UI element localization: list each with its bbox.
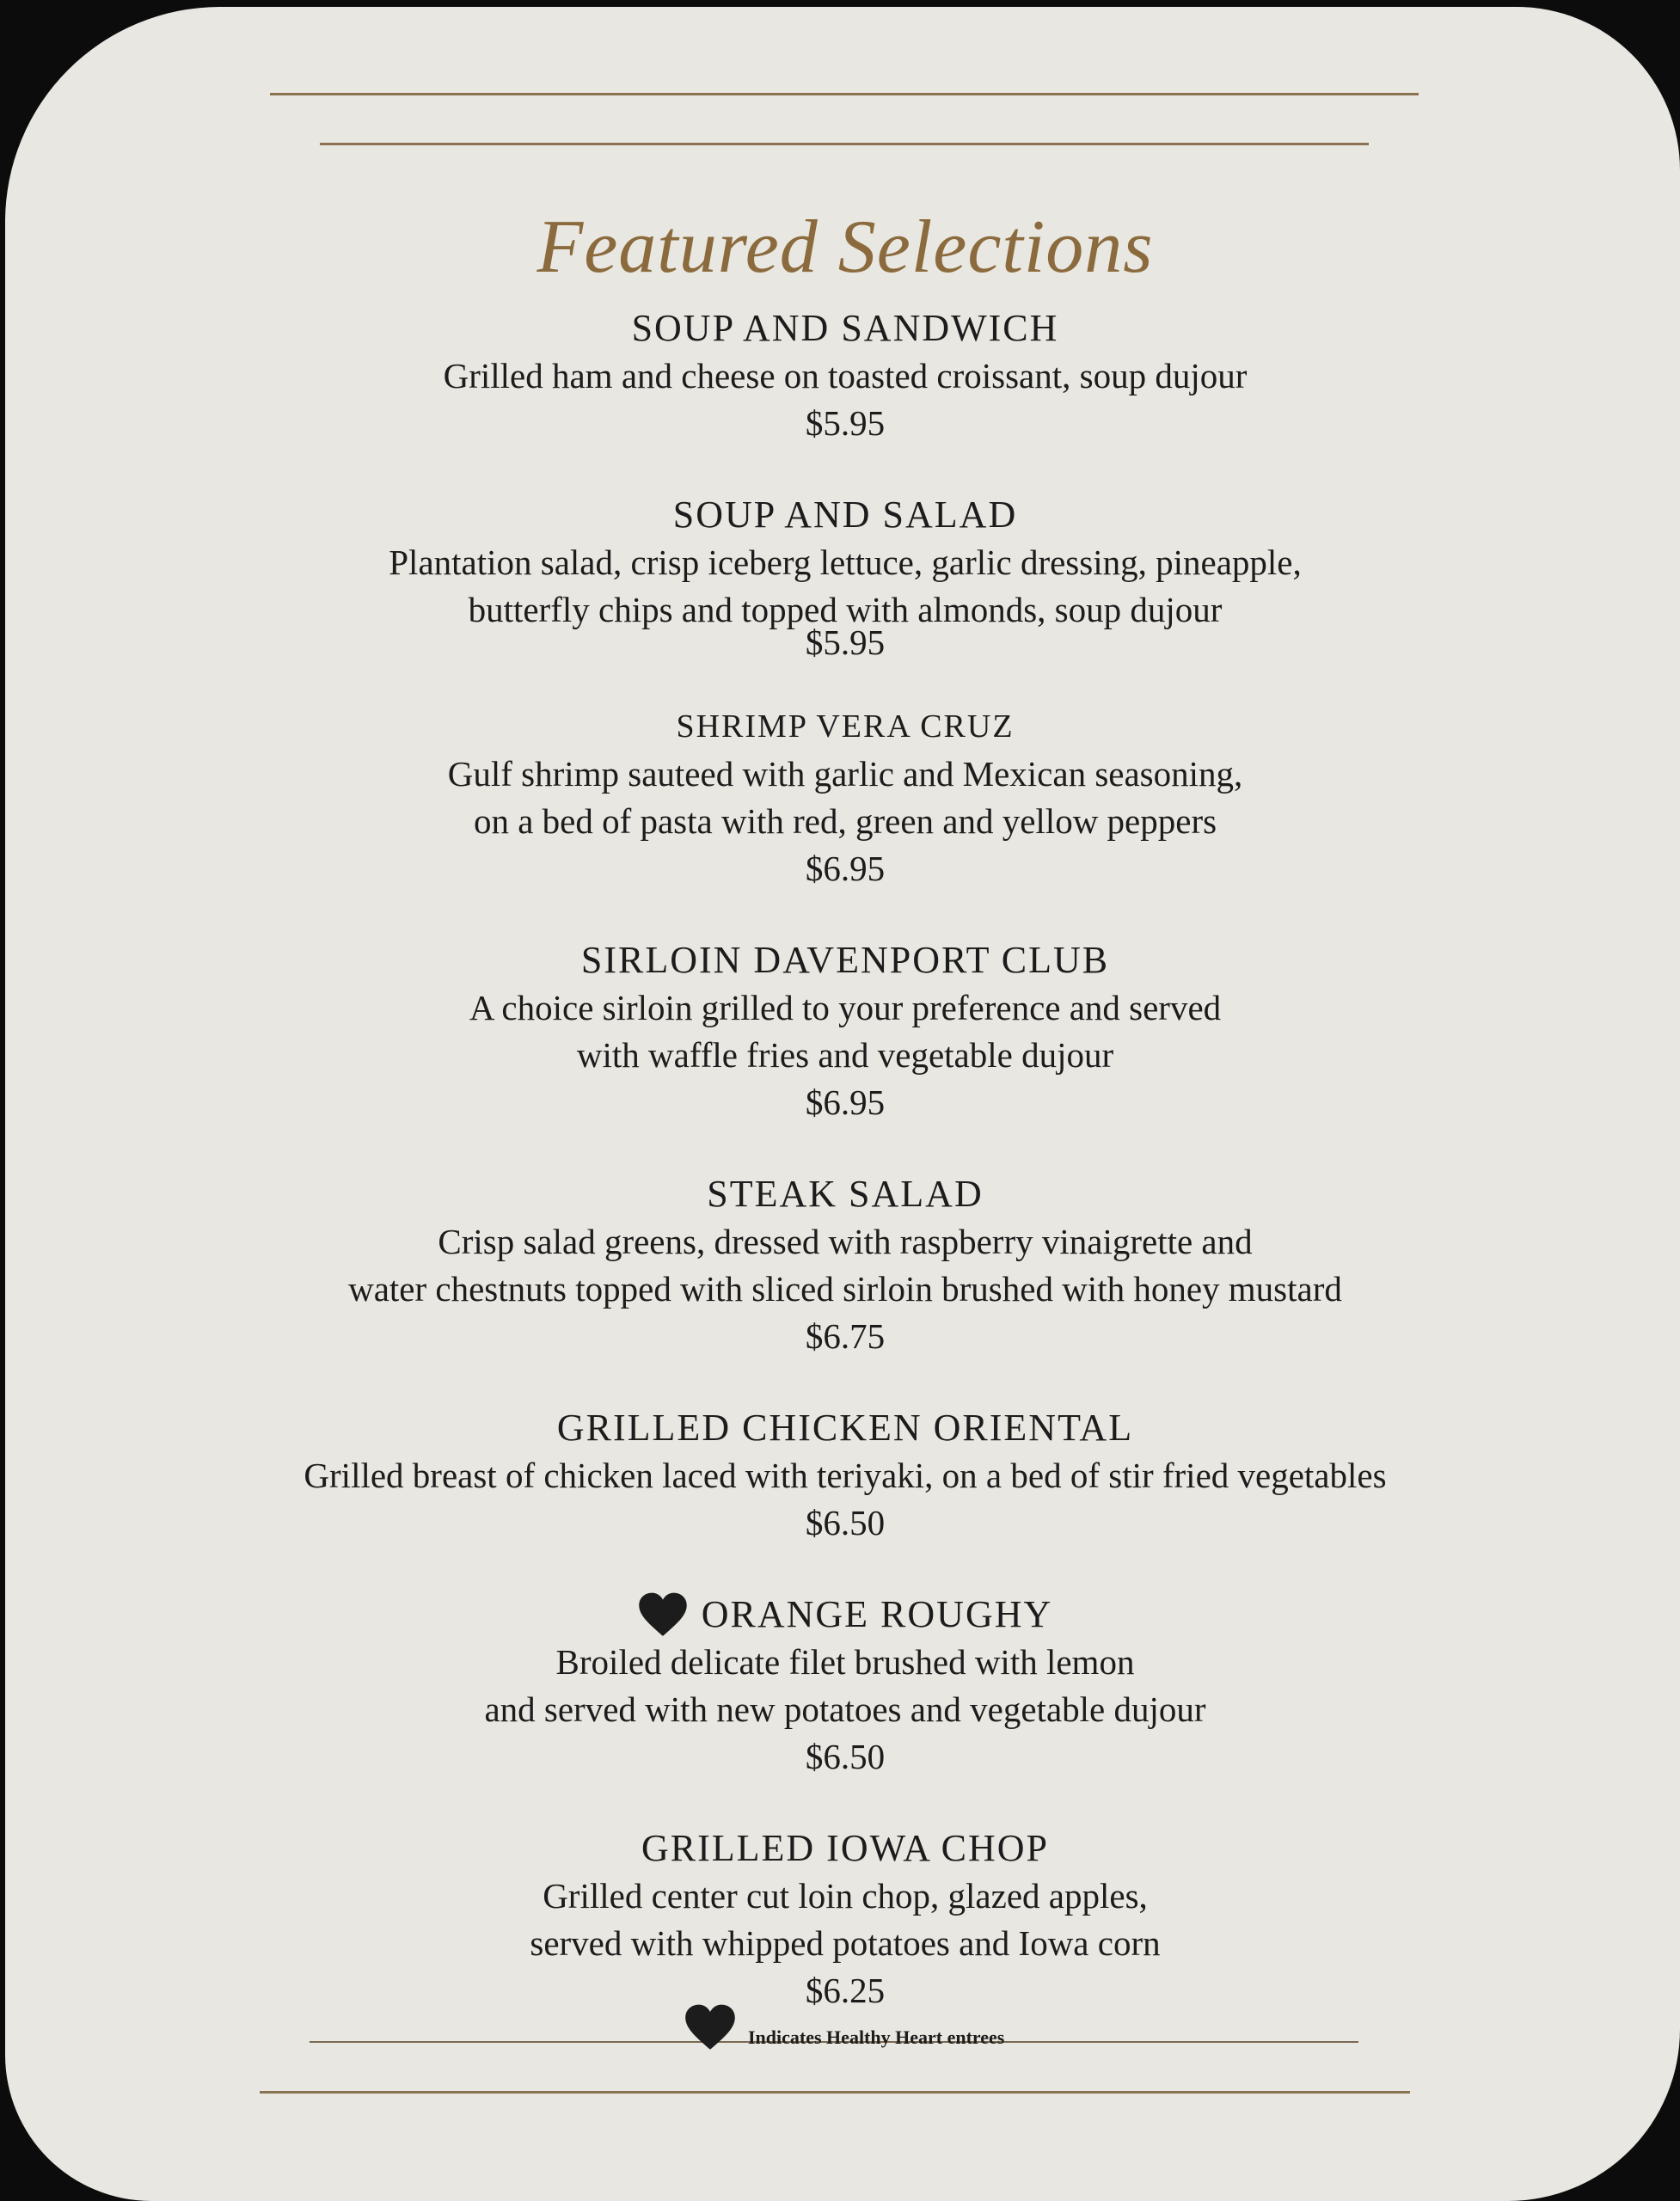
item-price: $6.50 xyxy=(805,1737,886,1776)
heart-icon xyxy=(638,1592,688,1637)
item-price: $5.95 xyxy=(805,403,886,443)
item-description: butterfly chips and topped with almonds, soup dujour xyxy=(468,590,1223,629)
item-name: SHRIMP VERA CRUZ xyxy=(676,708,1015,745)
menu-items xyxy=(5,304,1680,2014)
item-description: Grilled center cut loin chop, glazed apples, xyxy=(543,1876,1148,1916)
item-price: $5.95 xyxy=(805,622,886,662)
item-description: A choice sirloin grilled to your preference and served xyxy=(469,988,1222,1027)
item-price: $6.95 xyxy=(805,849,886,888)
item-description: Crisp salad greens, dressed with raspberry vinaigrette and xyxy=(438,1222,1253,1261)
item-price: $6.95 xyxy=(805,1082,886,1122)
item-price: $6.25 xyxy=(805,1971,886,2010)
menu-item xyxy=(5,1170,1680,1360)
item-name: STEAK SALAD xyxy=(707,1173,984,1215)
item-name: GRILLED CHICKEN ORIENTAL xyxy=(556,1407,1134,1449)
top-rule-1 xyxy=(270,93,1419,95)
legend-text: Indicates Healthy Heart entrees xyxy=(748,2026,1005,2048)
item-name: SIRLOIN DAVENPORT CLUB xyxy=(580,939,1110,981)
item-description: Plantation salad, crisp iceberg lettuce, garlic dressing, pineapple, xyxy=(389,543,1302,582)
menu-card xyxy=(5,7,1680,2201)
item-description: Grilled breast of chicken laced with teriyaki, on a bed of stir fried vegetables xyxy=(304,1456,1387,1495)
item-description: Grilled ham and cheese on toasted croissant, soup dujour xyxy=(443,356,1248,395)
heart-icon xyxy=(684,2003,736,2051)
item-description: water chestnuts topped with sliced sirloin brushed with honey mustard xyxy=(348,1269,1342,1309)
item-price: $6.50 xyxy=(805,1503,886,1542)
item-description: Gulf shrimp sauteed with garlic and Mexican seasoning, xyxy=(447,754,1243,794)
menu-item xyxy=(5,491,1680,662)
menu-item xyxy=(5,702,1680,892)
menu-title: Featured Selections xyxy=(536,205,1154,289)
top-rule-2 xyxy=(320,143,1369,145)
menu-item xyxy=(5,1404,1680,1547)
menu-item xyxy=(5,1824,1680,2014)
item-name: SOUP AND SALAD xyxy=(672,494,1018,536)
menu-item xyxy=(5,936,1680,1126)
item-description: with waffle fries and vegetable dujour xyxy=(576,1035,1114,1075)
item-description: served with whipped potatoes and Iowa corn xyxy=(530,1923,1161,1963)
healthy-heart-legend xyxy=(684,2010,1004,2051)
item-name-row xyxy=(5,1591,1680,1639)
menu-item xyxy=(5,1591,1680,1781)
item-name: SOUP AND SANDWICH xyxy=(631,307,1059,349)
item-description: Broiled delicate filet brushed with lemon xyxy=(555,1642,1135,1682)
item-description: on a bed of pasta with red, green and yellow peppers xyxy=(473,801,1217,841)
bottom-rule xyxy=(260,2091,1410,2094)
item-description: and served with new potatoes and vegetable dujour xyxy=(484,1689,1206,1729)
item-price: $6.75 xyxy=(805,1316,886,1356)
item-name: GRILLED IOWA CHOP xyxy=(641,1827,1049,1869)
menu-item xyxy=(5,304,1680,447)
item-name: ORANGE ROUGHY xyxy=(701,1593,1053,1635)
